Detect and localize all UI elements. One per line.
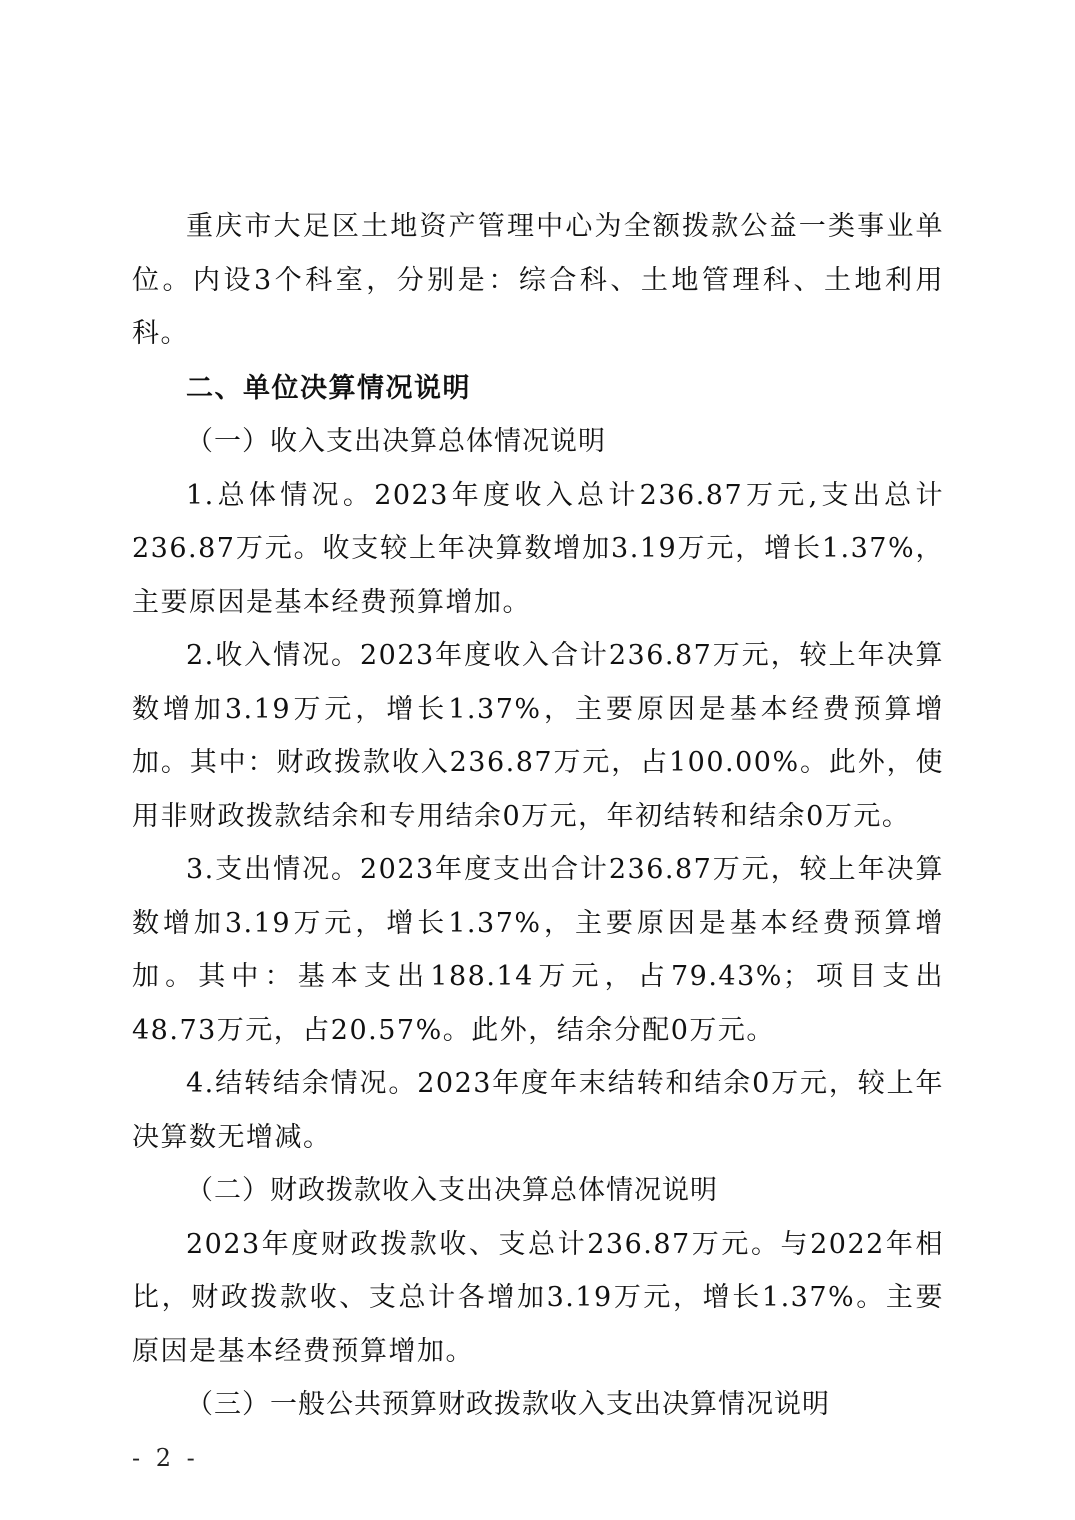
unit-intro-paragraph: 重庆市大足区土地资产管理中心为全额拨款公益一类事业单位。内设3个科室，分别是：综合科、土地管理科、土地利用科。 [132,211,944,349]
section-heading-unit-accounts: 二、单位决算情况说明 [186,372,471,404]
overall-situation-paragraph: 1.总体情况。2023年度收入总计236.87万元,支出总计236.87万元。收支较上年决算数增加3.19万元，增长1.37%，主要原因是基本经费预算增加。 [132,479,944,618]
income-situation-paragraph: 2.收入情况。2023年度收入合计236.87万元，较上年决算数增加3.19万元，增长1.37%，主要原因是基本经费预算增加。其中：财政拨款收入236.87万元，占100.00%。此外，使用非财政拨款结余和专用结余0万元，年初结转和结余0万元。 [132,640,944,832]
fiscal-appropriation-paragraph: 2023年度财政拨款收、支总计236.87万元。与2022年相比，财政拨款收、支总计各增加3.19万元，增长1.37%。主要原因是基本经费预算增加。 [132,1228,944,1367]
page-number: - 2 - [132,1444,199,1472]
document-body [132,200,944,1432]
subsection-heading-fiscal-appropriation: （二）财政拨款收入支出决算总体情况说明 [186,1175,718,1206]
subsection-heading-general-public-budget: （三）一般公共预算财政拨款收入支出决算情况说明 [186,1389,830,1420]
expenditure-situation-paragraph: 3.支出情况。2023年度支出合计236.87万元，较上年决算数增加3.19万元，增长1.37%，主要原因是基本经费预算增加。其中：基本支出188.14万元，占79.43%；项目支出48.73万元，占20.57%。此外，结余分配0万元。 [132,854,944,1046]
carryover-situation-paragraph: 4.结转结余情况。2023年度年末结转和结余0万元，较上年决算数无增减。 [132,1068,944,1153]
subsection-heading-overall: （一）收入支出决算总体情况说明 [186,426,606,457]
